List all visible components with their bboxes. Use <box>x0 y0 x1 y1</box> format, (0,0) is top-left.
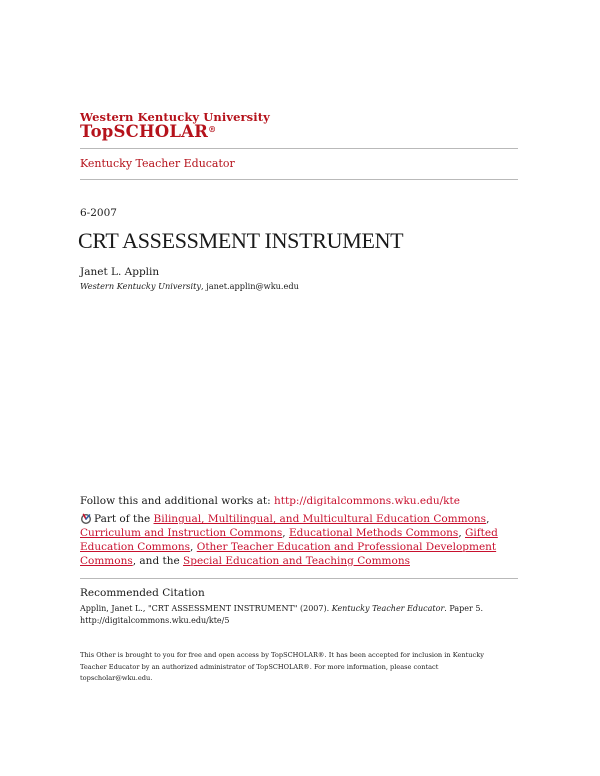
author-email: , janet.applin@wku.edu <box>200 281 299 291</box>
journal-divider <box>80 179 518 180</box>
citation-url[interactable]: http://digitalcommons.wku.edu/kte/5 <box>80 616 230 625</box>
topscholar-logo <box>80 122 216 141</box>
university-name: Western Kentucky University <box>80 110 270 124</box>
citation-prefix: Applin, Janet L., "CRT ASSESSMENT INSTRUMENT" (2007). <box>80 604 332 613</box>
citation-suffix: . Paper 5. <box>444 604 483 613</box>
affiliation-name: Western Kentucky University <box>80 281 201 291</box>
page-title: CRT ASSESSMENT INSTRUMENT <box>78 228 404 253</box>
follow-link[interactable]: http://digitalcommons.wku.edu/kte <box>274 495 460 507</box>
separator: , <box>458 527 466 539</box>
part-of-prefix: Part of the <box>94 513 154 525</box>
top-divider <box>80 148 518 149</box>
commons-link-curriculum[interactable]: Curriculum and Instruction Commons <box>80 527 283 539</box>
brand-name: TopSCHOLAR <box>80 122 209 141</box>
follow-line <box>80 495 460 507</box>
open-access-icon <box>80 512 92 524</box>
separator: , <box>190 541 197 553</box>
journal-name[interactable]: Kentucky Teacher Educator <box>80 157 235 170</box>
commons-link-bilingual[interactable]: Bilingual, Multilingual, and Multicultural Education Commons <box>153 513 487 525</box>
separator: , <box>486 513 490 525</box>
commons-link-special-education[interactable]: Special Education and Teaching Commons <box>183 555 410 567</box>
commons-link-gifted-education[interactable]: Gifted Education Commons <box>80 527 498 553</box>
follow-prefix: Follow this and additional works at: <box>80 495 274 507</box>
citation-text <box>80 603 510 627</box>
citation-heading: Recommended Citation <box>80 587 205 599</box>
author-name: Janet L. Applin <box>80 266 160 278</box>
publication-date: 6-2007 <box>80 207 117 219</box>
commons-link-educational-methods[interactable]: Educational Methods Commons <box>288 527 459 539</box>
separator: , and the <box>132 555 184 567</box>
brand-registered-mark: ® <box>208 124 217 134</box>
citation-journal: Kentucky Teacher Educator <box>331 604 445 613</box>
separator: , <box>282 527 289 539</box>
commons-link-other-teacher-education[interactable]: Other Teacher Education and Professional Development Commons <box>80 541 497 567</box>
author-affiliation <box>80 281 299 291</box>
part-of-paragraph <box>80 512 518 568</box>
citation-divider <box>80 578 518 579</box>
footer-notice: This Other is brought to you for free and open access by TopSCHOLAR®. It has been accepted for inclusion in Kentucky Teacher Educator by an authorized administrator of TopSCHOLAR®. For more information, please contact topscholar@wku.edu. <box>80 651 484 682</box>
